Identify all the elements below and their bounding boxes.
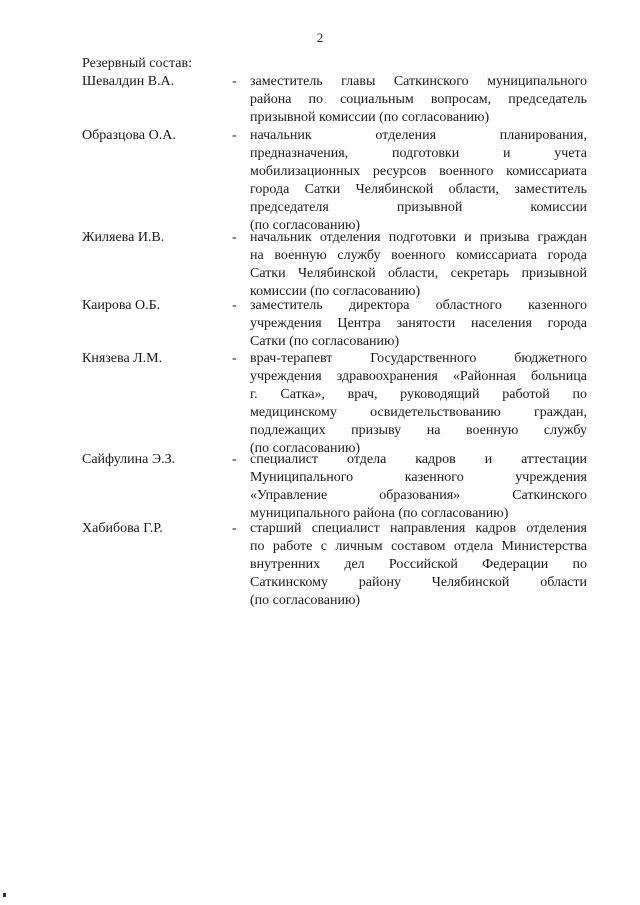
member-name: Жиляева И.В. — [82, 230, 165, 245]
role-line: (по согласованию) — [250, 441, 361, 456]
role-line: по работе с личным составом отдела Министерства — [250, 539, 587, 554]
member-role — [250, 73, 587, 127]
role-line: района по социальным вопросам, председатель — [250, 92, 587, 107]
scan-mark — [3, 893, 6, 897]
role-line: (по согласованию) — [250, 593, 361, 608]
member-role — [250, 451, 587, 523]
member-dash: - — [232, 298, 237, 313]
member-name: Сайфулина Э.З. — [82, 452, 176, 467]
role-line: комиссии (по согласованию) — [250, 284, 421, 299]
role-line: (по согласованию) — [250, 218, 361, 233]
member-role — [250, 520, 587, 610]
role-line: «Управление образования» Саткинского — [250, 488, 587, 503]
role-line: предназначения, подготовки и учета — [250, 146, 587, 161]
member-role — [250, 297, 587, 351]
member-name: Шевалдин В.А. — [82, 74, 175, 89]
role-line: Сатки Челябинской области, секретарь призывной — [250, 266, 587, 281]
page-number: 2 — [316, 30, 324, 45]
member-role — [250, 350, 587, 458]
role-line: г. Сатка», врач, руководящий работой по — [250, 387, 587, 402]
member-dash: - — [232, 521, 237, 536]
role-line: Муниципального казенного учреждения — [250, 470, 587, 485]
role-line: учреждения Центра занятости населения города — [250, 316, 587, 331]
role-line: заместитель директора областного казенного — [250, 298, 587, 313]
role-line: Саткинскому району Челябинской области — [250, 575, 587, 590]
member-dash: - — [232, 452, 237, 467]
member-name: Князева Л.М. — [82, 351, 163, 366]
member-dash: - — [232, 351, 237, 366]
member-name: Каирова О.Б. — [82, 298, 161, 313]
role-line: на военную службу военного комиссариата города — [250, 248, 587, 263]
member-role — [250, 229, 587, 301]
member-name: Хабибова Г.Р. — [82, 521, 163, 536]
role-line: заместитель главы Саткинского муниципального — [250, 74, 587, 89]
role-line: мобилизационных ресурсов военного комиссариата — [250, 164, 587, 179]
role-line: начальник отделения планирования, — [250, 128, 587, 143]
role-line: начальник отделения подготовки и призыва граждан — [250, 230, 587, 245]
role-line: подлежащих призыву на военную службу — [250, 423, 587, 438]
role-line: старший специалист направления кадров отделения — [250, 521, 587, 536]
role-line: призывной комиссии (по согласованию) — [250, 110, 490, 125]
role-line: врач-терапевт Государственного бюджетного — [250, 351, 587, 366]
role-line: учреждения здравоохранения «Районная больница — [250, 369, 587, 384]
member-dash: - — [232, 74, 237, 89]
member-name: Образцова О.А. — [82, 128, 176, 143]
role-line: медицинскому освидетельствованию граждан, — [250, 405, 587, 420]
role-line: внутренних дел Российской Федерации по — [250, 557, 587, 572]
member-role — [250, 127, 587, 235]
role-line: Сатки (по согласованию) — [250, 334, 400, 349]
role-line: председателя призывной комиссии — [250, 200, 587, 215]
member-dash: - — [232, 230, 237, 245]
role-line: города Сатки Челябинской области, заместитель — [250, 182, 587, 197]
section-title: Резервный состав: — [82, 56, 193, 71]
member-dash: - — [232, 128, 237, 143]
role-line: специалист отдела кадров и аттестации — [250, 452, 587, 467]
role-line: муниципального района (по согласованию) — [250, 506, 509, 521]
